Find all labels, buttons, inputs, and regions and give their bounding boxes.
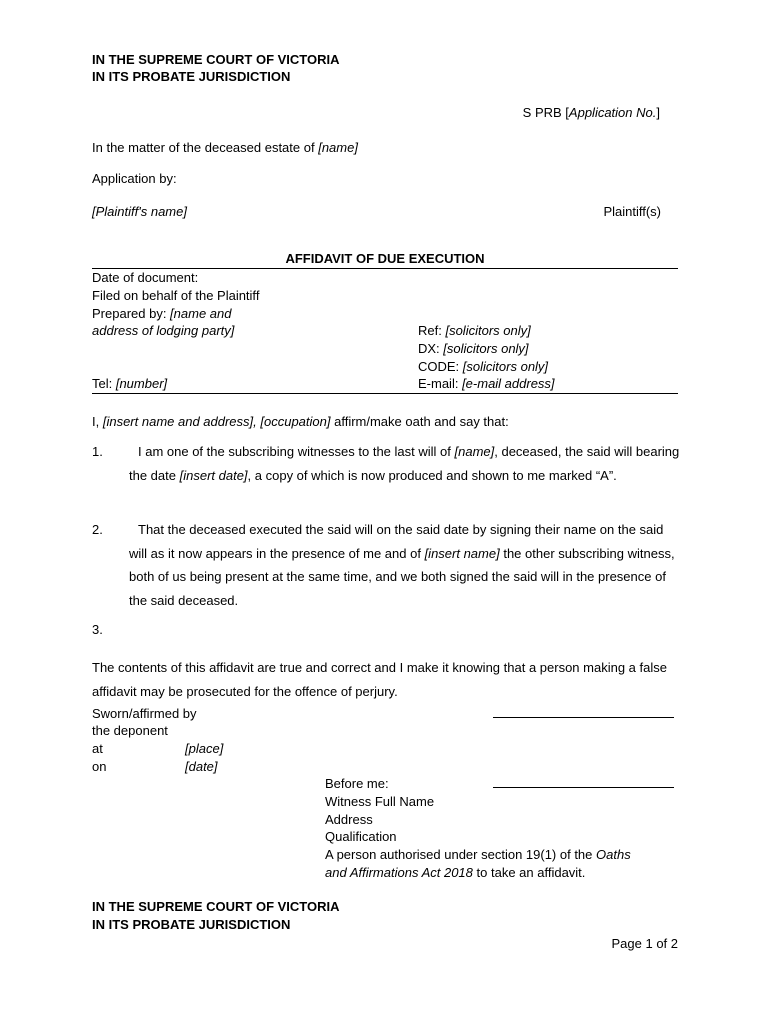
paragraph-1: 1. I am one of the subscribing witnesses to the last will of [name], deceased, the said will bearing the date [insert date], a copy of which is now produced and shown to me marked “A”.	[92, 440, 682, 487]
document-title: AFFIDAVIT OF DUE EXECUTION	[285, 251, 485, 266]
footer-court-line1: IN THE SUPREME COURT OF VICTORIA	[92, 899, 340, 914]
plaintiff-name-placeholder: [Plaintiff's name]	[92, 204, 187, 219]
email-line: E-mail: [e-mail address]	[418, 376, 555, 391]
closing-statement: The contents of this affidavit are true and correct and I make it knowing that a person making a false affidavit may be prosecuted for the offence of perjury.	[92, 660, 667, 699]
matter-line: In the matter of the deceased estate of [name]	[92, 140, 358, 155]
intro-line: I, [insert name and address], [occupation] affirm/make oath and say that:	[92, 414, 509, 429]
authorised-line2: and Affirmations Act 2018 to take an affidavit.	[325, 865, 586, 880]
ref-line: Ref: [solicitors only]	[418, 323, 531, 338]
page-number: Page 1 of 2	[611, 936, 678, 951]
application-by-label: Application by:	[92, 171, 177, 186]
deceased-name-placeholder: [name]	[318, 140, 358, 155]
date-of-document-label: Date of document:	[92, 270, 199, 285]
case-number: S PRB [Application No.]	[522, 105, 660, 120]
paragraph-number: 1.	[92, 444, 103, 459]
application-number-placeholder: Application No.	[568, 105, 657, 120]
witness-address-label: Address	[325, 812, 373, 827]
filed-on-behalf-label: Filed on behalf of the Plaintiff	[92, 288, 260, 303]
at-label: at	[92, 741, 103, 756]
authorised-line1: A person authorised under section 19(1) of the Oaths	[325, 847, 631, 862]
deponent-signature-line[interactable]	[493, 717, 674, 718]
prepared-by-address: address of lodging party]	[92, 323, 235, 338]
code-line: CODE: [solicitors only]	[418, 359, 549, 374]
witness-signature-line[interactable]	[493, 787, 674, 788]
tel-line: Tel: [number]	[92, 376, 168, 391]
deponent-label: the deponent	[92, 723, 168, 738]
witness-qualification-label: Qualification	[325, 829, 397, 844]
on-label: on	[92, 759, 107, 774]
footer-court-line2: IN ITS PROBATE JURISDICTION	[92, 917, 291, 932]
court-heading-line2: IN ITS PROBATE JURISDICTION	[92, 69, 291, 84]
witness-name-label: Witness Full Name	[325, 794, 435, 809]
court-heading-line1: IN THE SUPREME COURT OF VICTORIA	[92, 52, 340, 67]
details-divider	[92, 393, 678, 394]
paragraph-2: 2. That the deceased executed the said will on the said date by signing their name on the said will as it now appears in the presence of me and of [insert name] the other subscribing witness, both of us being present at the same time, and we both signed the said will in the presence of the said deceased.	[92, 518, 682, 612]
place-placeholder: [place]	[185, 741, 224, 756]
date-placeholder: [date]	[185, 759, 218, 774]
paragraph-number: 2.	[92, 522, 103, 537]
paragraph-3-number: 3.	[92, 622, 103, 637]
plaintiff-role-label: Plaintiff(s)	[603, 204, 661, 219]
prepared-by-line: Prepared by: [name and	[92, 306, 232, 321]
before-me-label: Before me:	[325, 776, 389, 791]
deponent-placeholder: [insert name and address], [occupation]	[102, 414, 331, 429]
dx-line: DX: [solicitors only]	[418, 341, 529, 356]
sworn-by-label: Sworn/affirmed by	[92, 706, 197, 721]
